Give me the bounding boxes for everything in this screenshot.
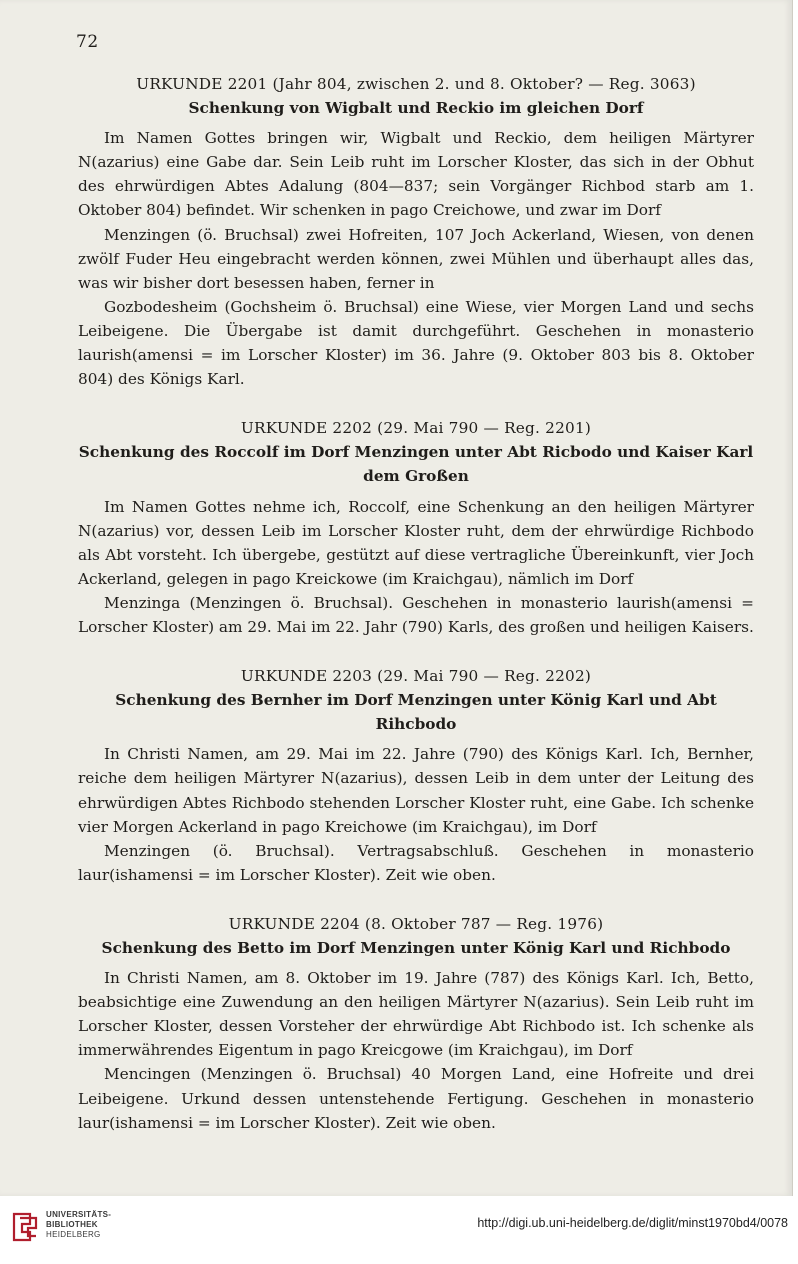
library-logo-text: UNIVERSITÄTS- BIBLIOTHEK HEIDELBERG [46, 1210, 112, 1239]
paragraph: Mencingen (Menzingen ö. Bruchsal) 40 Morgen Land, eine Hofreite und drei Leibeigene. Urkund dessen untenstehende Fertigung. Geschehen in monasterio laur(ishamensi = im Lorscher Kloster). Zeit wie oben. [78, 1065, 754, 1132]
document-heading: URKUNDE 2204 (8. Oktober 787 — Reg. 1976) [228, 914, 604, 933]
document-title: Schenkung des Betto im Dorf Menzingen unter König Karl und Richbodo [101, 939, 731, 957]
document-2202 [78, 416, 754, 639]
page-number: 72 [76, 32, 99, 52]
library-logo-icon [10, 1210, 40, 1244]
paragraph: Gozbodesheim (Gochsheim ö. Bruchsal) eine Wiese, vier Morgen Land und sechs Leibeigene. Die Übergabe ist damit durchgeführt. Geschehen in monasterio laurish(amensi = im Lorscher Kloster) im 36. Jahre (9. Oktober 803 bis 8. Oktober 804) des Königs Karl. [78, 297, 754, 389]
document-heading: URKUNDE 2203 (29. Mai 790 — Reg. 2202) [240, 667, 592, 686]
document-2203 [78, 664, 754, 887]
paragraph: In Christi Namen, am 29. Mai im 22. Jahre (790) des Königs Karl. Ich, Bernher, reiche dem heiligen Märtyrer N(azarius), dessen Leib in dem unter der Leitung des ehrwürdigen Abtes Richbodo stehenden Lorscher Kloster ruht, eine Gabe. Ich schenke vier Morgen Ackerland in pago Kreichowe (im Kraichgau), im Dorf [78, 745, 754, 836]
document-title: Schenkung von Wigbalt und Reckio im gleichen Dorf [188, 99, 644, 118]
document-heading: URKUNDE 2201 (Jahr 804, zwischen 2. und 8. Oktober? — Reg. 3063) [136, 75, 696, 93]
viewer-footer [0, 1196, 798, 1264]
paragraph: Im Namen Gottes bringen wir, Wigbalt und Reckio, dem heiligen Märtyrer N(azarius) eine Gabe dar. Sein Leib ruht im Lorscher Kloster, das sich in der Obhut des ehrwürdigen Abtes Adalung (804—837; sein Vorgänger Richbod starb am 1. Oktober 804) befindet. Wir schenken in pago Creichowe, und zwar im Dorf [78, 129, 754, 220]
document-title: Schenkung des Roccolf im Dorf Menzingen unter Abt Ricbodo und Kaiser Karl dem Großen [78, 443, 754, 486]
document-2201 [78, 72, 754, 391]
paragraph: In Christi Namen, am 8. Oktober im 19. Jahre (787) des Königs Karl. Ich, Betto, beabsichtige eine Zuwendung an den heiligen Märtyrer N(azarius). Sein Leib ruht im Lorscher Kloster, dessen Vorsteher der ehrwürdige Abt Richbodo ist. Ich schenke als immerwährendes Eigentum in pago Kreicgowe (im Kraichgau), im Dorf [78, 969, 754, 1060]
paragraph: Im Namen Gottes nehme ich, Roccolf, eine Schenkung an den heiligen Märtyrer N(azarius) vor, dessen Leib im Lorscher Kloster ruht, dem der ehrwürdige Richbodo als Abt vorsteht. Ich übergebe, gestützt auf diese vertragliche Übereinkunft, vier Joch Ackerland, gelegen in pago Kreickowe (im Kraichgau), nämlich im Dorf [78, 497, 754, 588]
document-body [78, 72, 754, 1160]
paragraph: Menzingen (ö. Bruchsal) zwei Hofreiten, 107 Joch Ackerland, Wiesen, von denen zwölf Fuder Heu eingebracht werden können, zwei Mühlen und überhaupt alles das, was wir bisher dort besessen haben, ferner in [78, 225, 754, 292]
document-title: Schenkung des Bernher im Dorf Menzingen unter König Karl und Abt Rihcbodo [115, 691, 717, 734]
document-heading: URKUNDE 2202 (29. Mai 790 — Reg. 2201) [240, 419, 592, 438]
permalink-url[interactable]: http://digi.ub.uni-heidelberg.de/diglit/minst1970bd4/0078 [477, 1216, 788, 1230]
paragraph: Menzingen (ö. Bruchsal). Vertragsabschluß. Geschehen in monasterio laur(ishamensi = im Lorscher Kloster). Zeit wie oben. [78, 841, 754, 884]
paragraph: Menzinga (Menzingen ö. Bruchsal). Geschehen in monasterio laurish(amensi = Lorscher Kloster) am 29. Mai im 22. Jahr (790) Karls, des großen und heiligen Kaisers. [78, 593, 754, 636]
document-2204 [78, 912, 754, 1135]
